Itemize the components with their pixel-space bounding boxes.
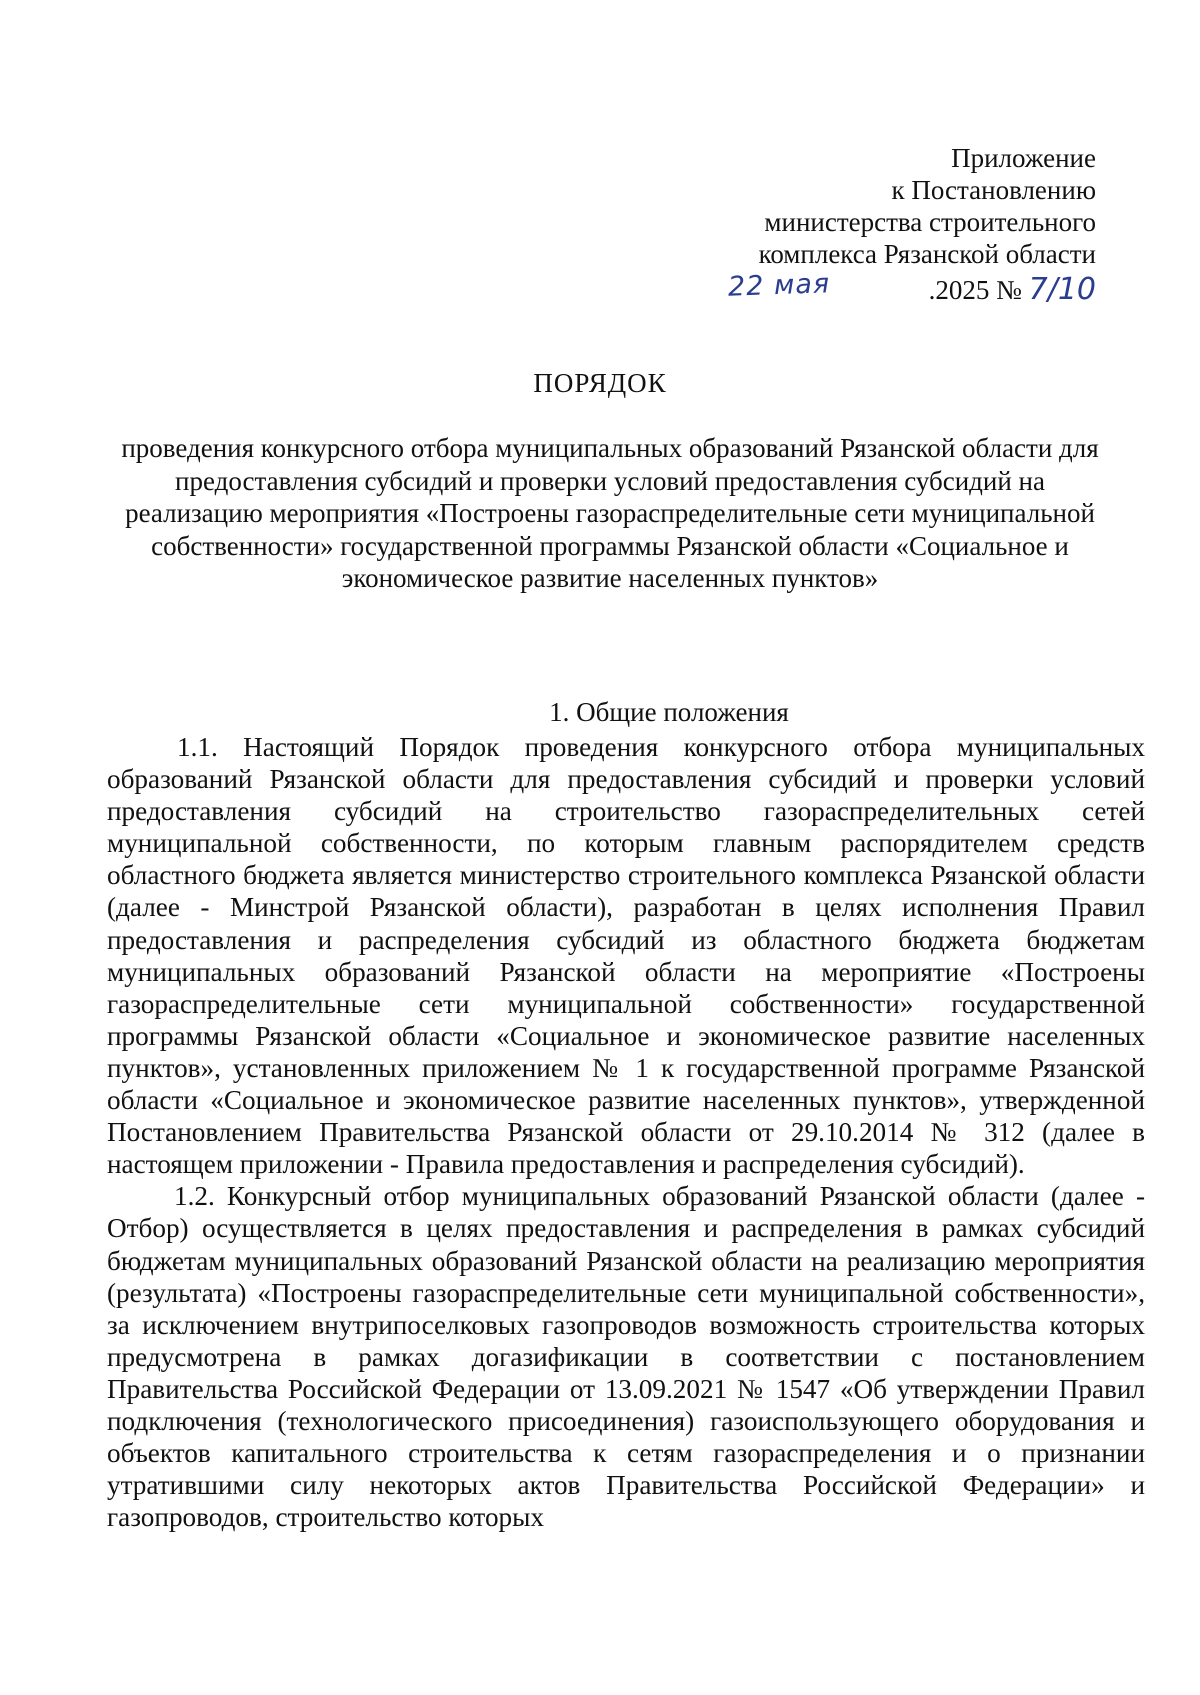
paragraph-1-2: 1.2. Конкурсный отбор муниципальных образований Рязанской области (далее - Отбор) осуществляется в целях предоставления и распределения в рамках субсидий бюджетам муниципальных образований Рязанской области на реализацию мероприятия (результата) «Построены газораспределительные сети муниципальной собственности», за исключением внутрипоселковых газопроводов возможность строительства которых предусмотрена в рамках догазификации в соответствии с постановлением Правительства Российской Федерации от 13.09.2021 № 1547 «Об утверждении Правил подключения (технологического присоединения) газоиспользующего оборудования и объектов капитального строительства к сетям газораспределения и о признании утратившими силу некоторых актов Правительства Российской Федерации» и газопроводов, строительство которых xyxy=(107,1181,1145,1533)
printed-date: .2025 № xyxy=(928,275,1022,305)
handwritten-date: 22 мая xyxy=(727,268,831,303)
appendix-header xyxy=(716,142,1096,310)
section-heading-general: 1. Общие положения xyxy=(549,697,789,727)
header-line-appendix: Приложение xyxy=(951,143,1096,173)
paragraph-1-1: 1.1. Настоящий Порядок проведения конкурсного отбора муниципальных образований Рязанской области для предоставления субсидий и проверки условий предоставления субсидий на строительство газораспределительных сетей муниципальной собственности, по которым главным распорядителем средств областного бюджета является министерство строительного комплекса Рязанской области (далее - Минстрой Рязанской области), разработан в целях исполнения Правил предоставления и распределения субсидий из областного бюджета бюджетам муниципальных образований Рязанской области на мероприятие «Построены газораспределительные сети муниципальной собственности» государственной программы Рязанской области «Социальное и экономическое развитие населенных пунктов», установленных приложением № 1 к государственной программе Рязанской области «Социальное и экономическое развитие населенных пунктов», утвержденной Постановлением Правительства Рязанской области от 29.10.2014 № 312 (далее в настоящем приложении - Правила предоставления и распределения субсидий). xyxy=(107,732,1145,1180)
document-subtitle: проведения конкурсного отбора муниципальных образований Рязанской области для предоставления субсидий и проверки условий предоставления субсидий на реализацию мероприятия «Построены газораспределительные сети муниципальной собственности» государственной программы Рязанской области «Социальное и экономическое развитие населенных пунктов» xyxy=(121,433,1099,593)
document-body xyxy=(107,731,1145,1533)
printed-date-number xyxy=(929,274,1096,306)
handwritten-number: 7/10 xyxy=(1028,272,1096,307)
document-title: ПОРЯДОК xyxy=(533,368,667,398)
header-line-region: комплекса Рязанской области xyxy=(758,239,1096,269)
header-line-ministry: министерства строительного xyxy=(764,207,1096,237)
header-date-line xyxy=(716,270,1096,310)
header-line-resolution: к Постановлению xyxy=(891,175,1096,205)
